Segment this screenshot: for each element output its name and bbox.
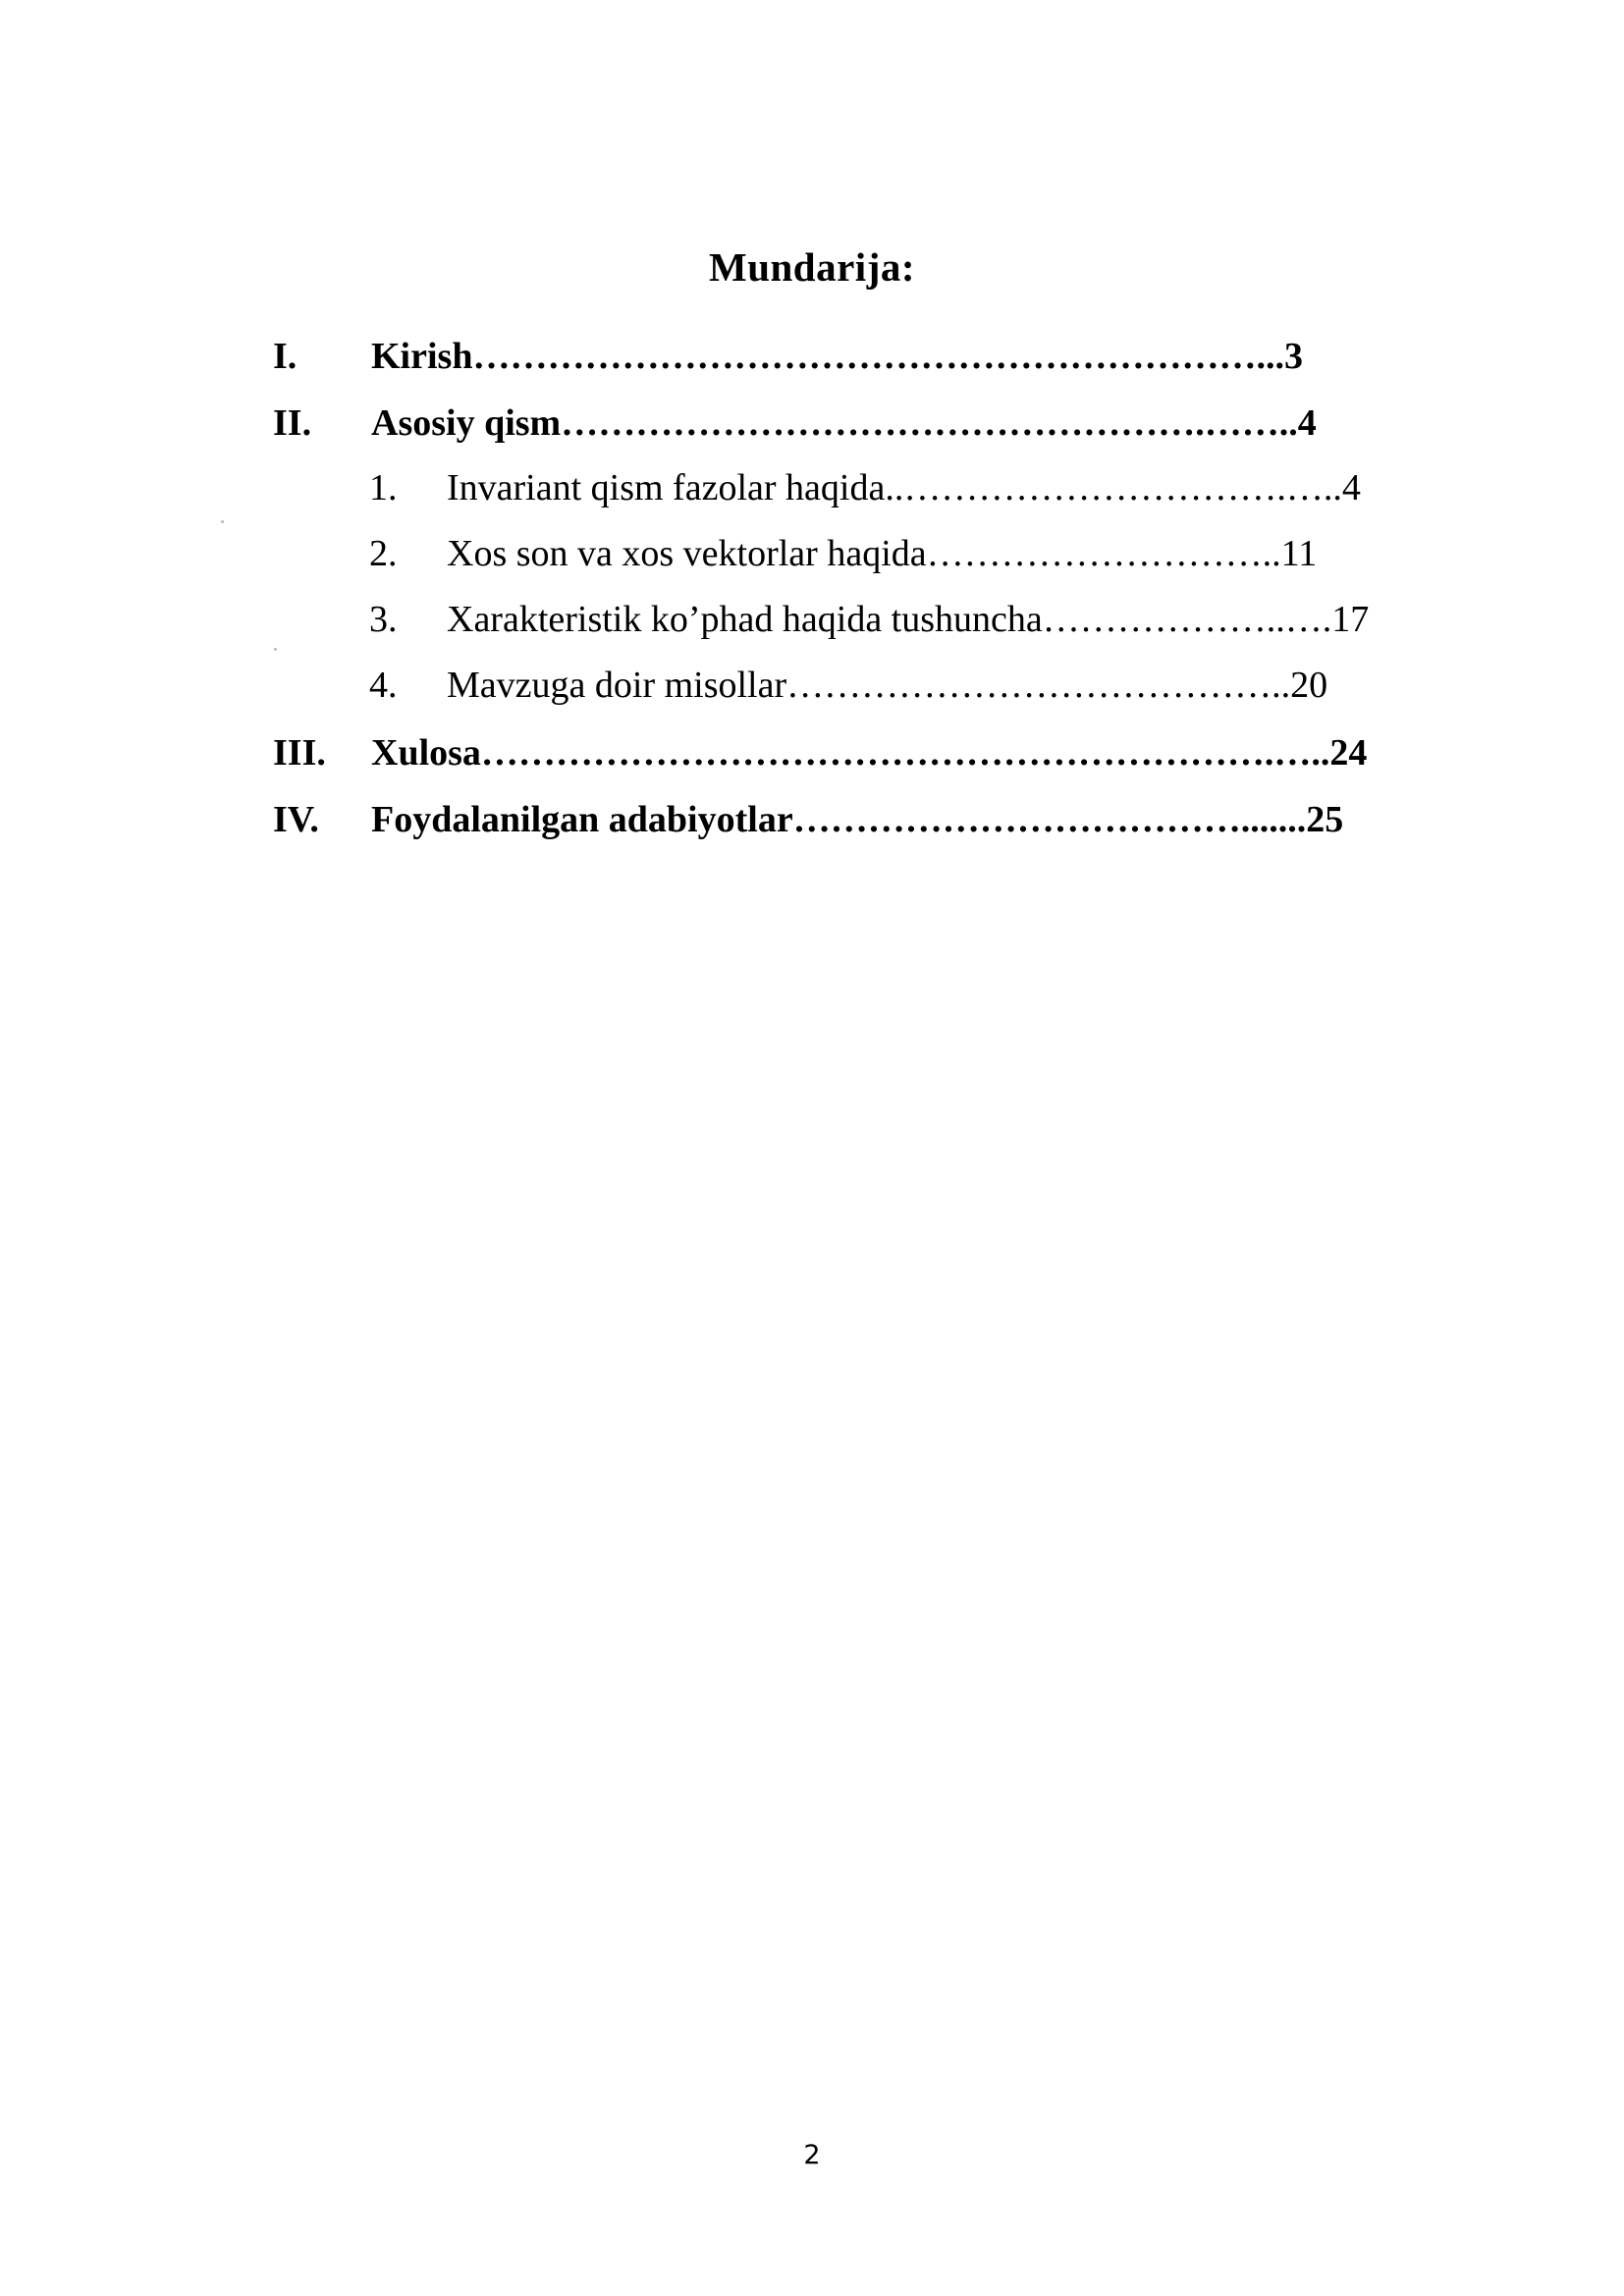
toc-numeral: 2. xyxy=(369,533,398,574)
toc-numeral: IV. xyxy=(273,799,319,840)
toc-numeral: III. xyxy=(273,732,326,774)
toc-entry-text: Asosiy qism…………………………………………….……..4 xyxy=(371,402,1317,444)
toc-entry-text: Xos son va xos vektorlar haqida………………………..11 xyxy=(447,533,1318,574)
toc-numeral: 1. xyxy=(369,467,398,508)
page-title: Mundarija: xyxy=(709,244,915,290)
toc-entry-text: Xarakteristik ko’phad haqida tushuncha………………..….17 xyxy=(447,599,1370,640)
toc-entry-text: Invariant qism fazolar haqida..………………………….…..4 xyxy=(447,467,1361,508)
toc-entry-text: Foydalanilgan adabiyotlar……………………………….......25 xyxy=(371,799,1344,840)
toc-numeral: 3. xyxy=(369,599,398,640)
scan-speck xyxy=(221,520,224,523)
toc-entry-text: Mavzuga doir misollar…………………………………..20 xyxy=(447,665,1328,706)
toc-numeral: II. xyxy=(273,402,312,444)
toc-entry-text: Xulosa……………………………………………………….…..24 xyxy=(371,732,1368,774)
toc-numeral: 4. xyxy=(369,665,398,706)
toc-entry-text: Kirish………………………………………………………...3 xyxy=(371,336,1303,377)
page-number: 2 xyxy=(803,2140,821,2170)
toc-numeral: I. xyxy=(273,336,298,377)
scan-speck xyxy=(274,648,277,651)
